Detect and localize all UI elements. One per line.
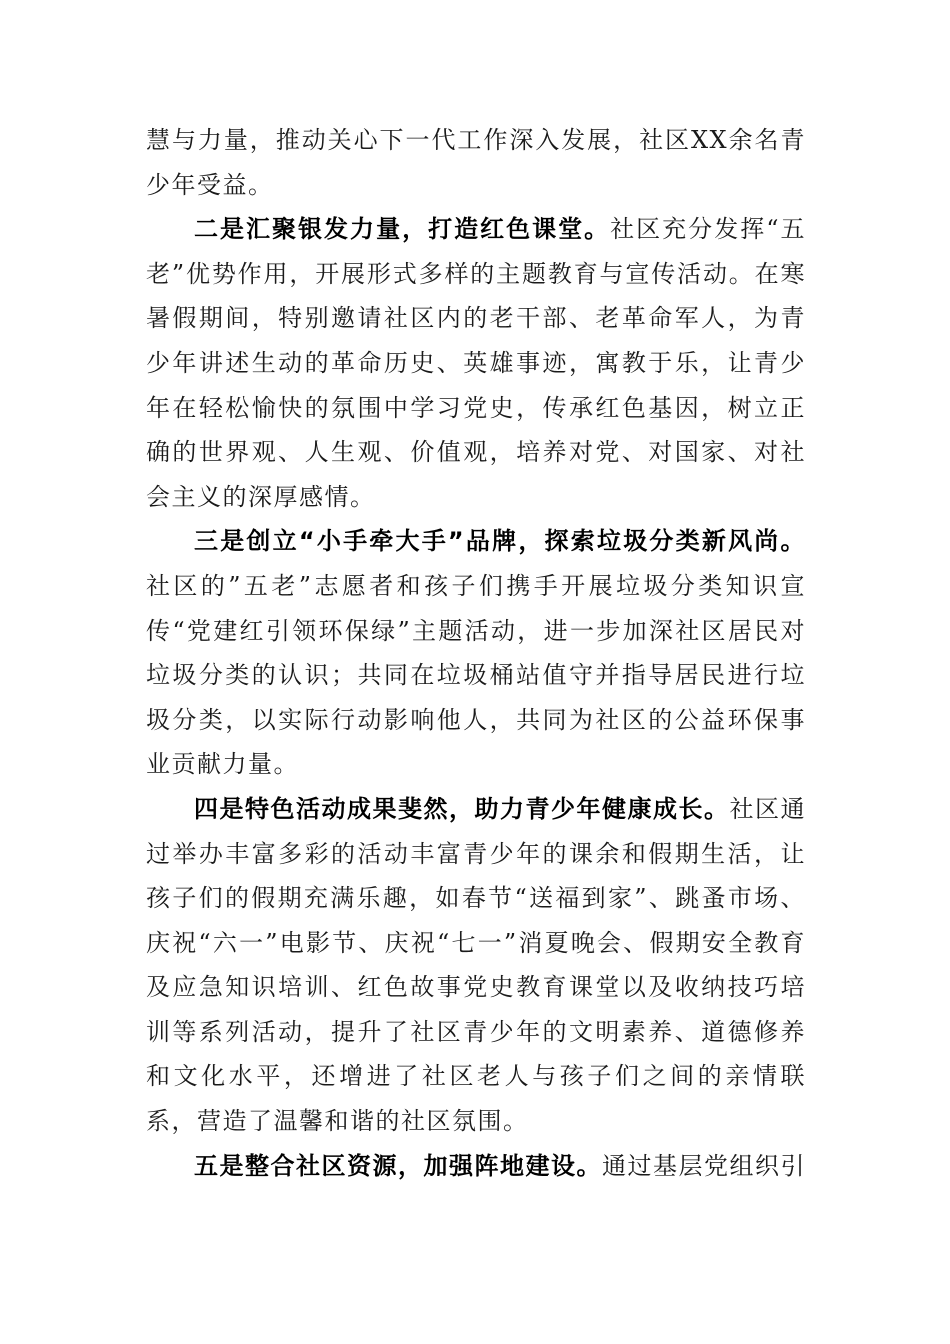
paragraph-body: 通过基层党组织引 xyxy=(602,1151,806,1180)
document-page xyxy=(146,118,806,1188)
paragraph-body: 慧与力量，推动关心下一代工作深入发展，社区XX余名青少年受益。 xyxy=(146,126,806,199)
paragraph-lead: 三是创立“小手牵大手”品牌，探索垃圾分类新风尚。 xyxy=(194,527,806,556)
paragraph-lead: 五是整合社区资源，加强阵地建设。 xyxy=(194,1151,602,1180)
paragraph-four xyxy=(146,787,806,1144)
paragraph-body: 社区的”五老”志愿者和孩子们携手开展垃圾分类知识宣传“党建红引领环保绿”主题活动，进一步加深社区居民对垃圾分类的认识；共同在垃圾桶站值守并指导居民进行垃圾分类，以实际行动影响他人，共同为社区的公益环保事业贡献力量。 xyxy=(146,571,806,779)
paragraph-five xyxy=(146,1144,806,1189)
paragraph-continuation xyxy=(146,118,806,207)
paragraph-body: 社区充分发挥“五老”优势作用，开展形式多样的主题教育与宣传活动。在寒暑假期间，特别邀请社区内的老干部、老革命军人，为青少年讲述生动的革命历史、英雄事迹，寓教于乐，让青少年在轻松愉快的氛围中学习党史，传承红色基因，树立正确的世界观、人生观、价值观，培养对党、对国家、对社会主义的深厚感情。 xyxy=(146,215,806,511)
paragraph-three xyxy=(146,519,806,787)
paragraph-two xyxy=(146,207,806,519)
paragraph-lead: 二是汇聚银发力量，打造红色课堂。 xyxy=(194,215,611,244)
paragraph-lead: 四是特色活动成果斐然，助力青少年健康成长。 xyxy=(194,794,730,823)
paragraph-body: 社区通过举办丰富多彩的活动丰富青少年的课余和假期生活，让孩子们的假期充满乐趣，如春节“送福到家”、跳蚤市场、庆祝“六一”电影节、庆祝“七一”消夏晚会、假期安全教育及应急知识培训、红色故事党史教育课堂以及收纳技巧培训等系列活动，提升了社区青少年的文明素养、道德修养和文化水平，还增进了社区老人与孩子们之间的亲情联系，营造了温馨和谐的社区氛围。 xyxy=(146,794,806,1136)
